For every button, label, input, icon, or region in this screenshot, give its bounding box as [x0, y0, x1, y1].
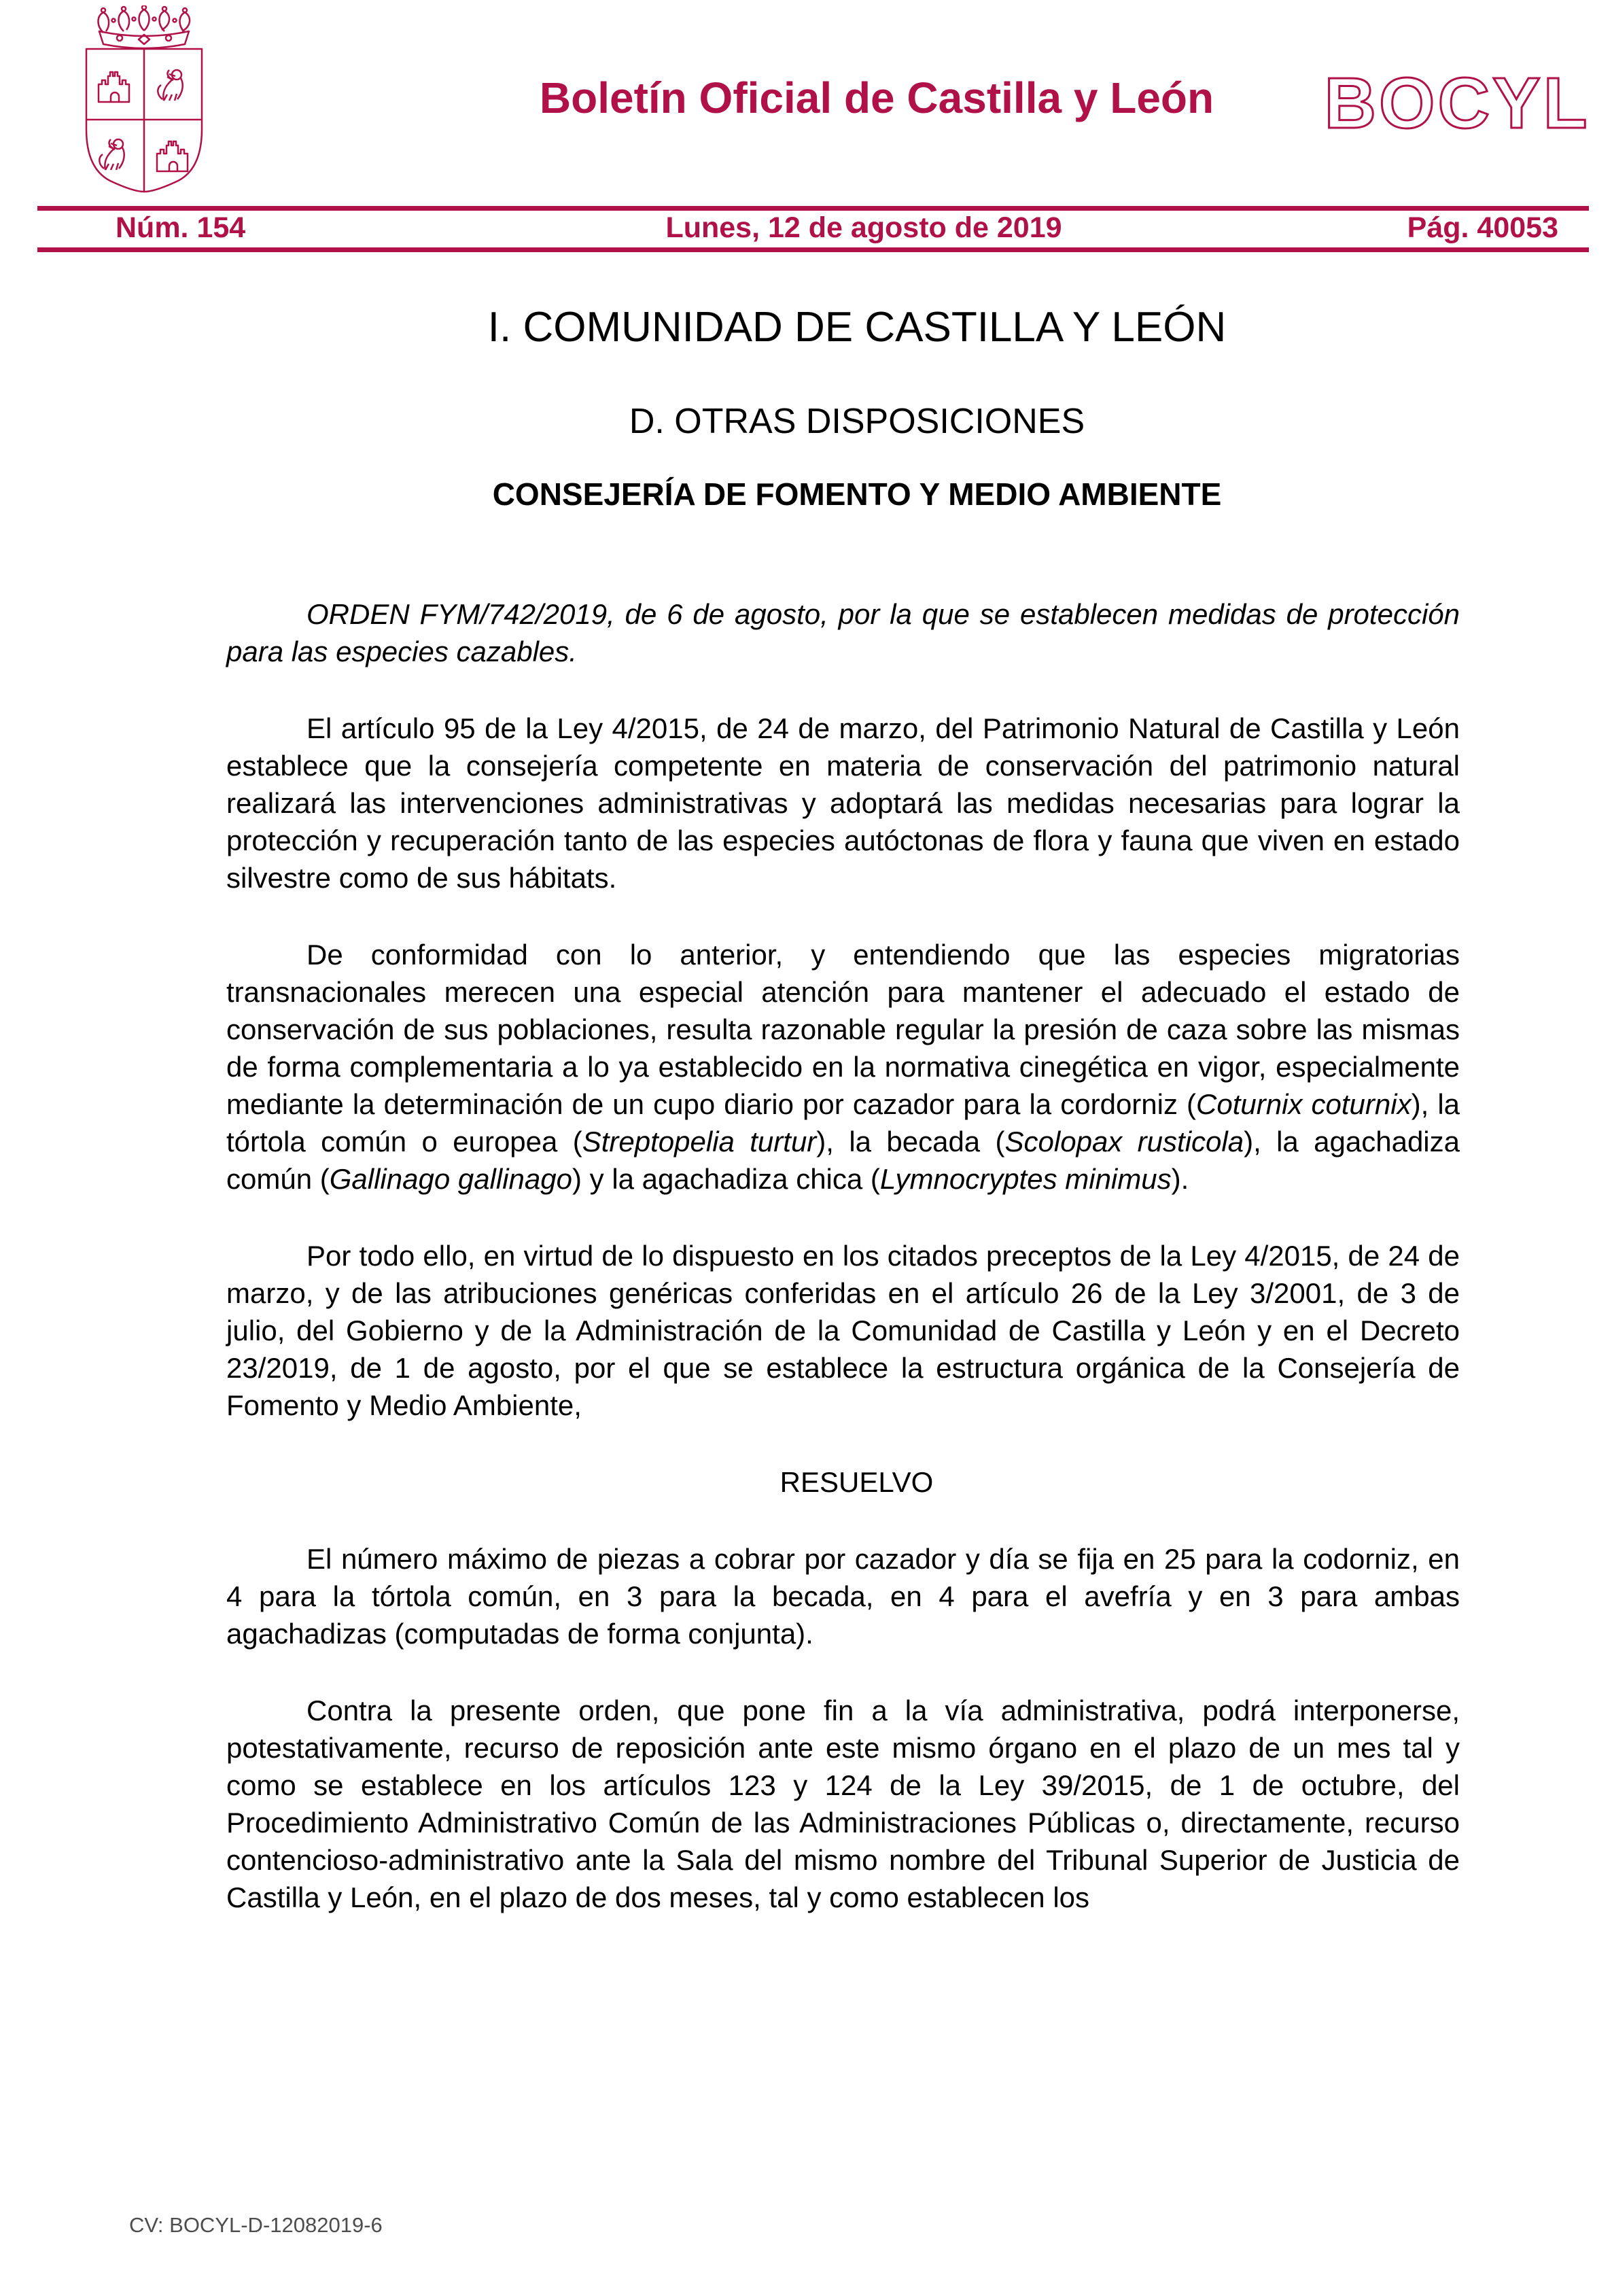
header-rule-top — [37, 206, 1589, 211]
coat-of-arms-icon — [76, 5, 212, 196]
paragraph-2: De conformidad con lo anterior, y entendiendo que las especies migratorias transnacionales merecen una especial atención para mantener el adecuado el estado de conservación de sus poblaciones, resulta razonable regular la presión de caza sobre las mismas de forma complementaria a lo ya establecido en la normativa cinegética en vigor, especialmente mediante la determinación de un cupo diario por cazador para la cordorniz (Coturnix coturnix), la tórtola común o europea (Streptopelia turtur), la becada (Scolopax rusticola), la agachadiza común (Gallinago gallinago) y la agachadiza chica (Lymnocryptes minimus). — [226, 939, 1460, 1195]
verification-code: CV: BOCYL-D-12082019-6 — [129, 2213, 383, 2237]
resuelvo-heading: RESUELVO — [779, 1466, 934, 1498]
paragraph-1: El artículo 95 de la Ley 4/2015, de 24 de marzo, del Patrimonio Natural de Castilla y León establece que la consejería competente en materia de conservación del patrimonio natural realizará las intervenciones administrativas y adoptará las medidas necesarias para lograr la protección y recuperación tanto de las especies autóctonas de flora y fauna que viven en estado silvestre como de sus hábitats. — [226, 712, 1460, 894]
paragraph-4: El número máximo de piezas a cobrar por cazador y día se fija en 25 para la codorniz, en 4 para la tórtola común, en 3 para la becada, en 4 para el avefría y en 3 para ambas agachadizas (computadas de forma conjunta). — [226, 1543, 1460, 1650]
order-title: ORDEN FYM/742/2019, de 6 de agosto, por la que se establecen medidas de protección para las especies cazables. — [226, 598, 1460, 667]
paragraph-5: Contra la presente orden, que pone fin a la vía administrativa, podrá interponerse, potestativamente, recurso de reposición ante este mismo órgano en el plazo de un mes tal y como se establece en los artículos 123 y 124 de la Ley 39/2015, de 1 de octubre, del Procedimiento Administrativo Común de las Administraciones Públicas o, directamente, recurso contencioso-administrativo ante la Sala del mismo nombre del Tribunal Superior de Justicia de Castilla y León, en el plazo de dos meses, tal y como establecen los — [226, 1694, 1460, 1913]
masthead-title: Boletín Oficial de Castilla y León — [539, 73, 1214, 122]
paragraph-3: Por todo ello, en virtud de lo dispuesto en los citados preceptos de la Ley 4/2015, de 24 de marzo, y de las atribuciones genéricas conferidas en el artículo 26 de la Ley 3/2001, de 3 de julio, del Gobierno y de la Administración de la Comunidad de Castilla y León y en el Decreto 23/2019, de 1 de agosto, por el que se establece la estructura orgánica de la Consejería de Fomento y Medio Ambiente, — [226, 1240, 1460, 1421]
section-heading: I. COMUNIDAD DE CASTILLA Y LEÓN — [487, 304, 1227, 351]
department-heading: CONSEJERÍA DE FOMENTO Y MEDIO AMBIENTE — [492, 476, 1222, 512]
bocyl-logo: BOCYL — [1324, 63, 1590, 143]
subsection-heading: D. OTRAS DISPOSICIONES — [629, 402, 1085, 441]
document-body — [226, 595, 1460, 1955]
header-rule-bottom — [37, 247, 1589, 252]
issue-number: Núm. 154 — [116, 211, 246, 244]
issue-date: Lunes, 12 de agosto de 2019 — [665, 211, 1062, 244]
page-number: Pág. 40053 — [1407, 211, 1558, 244]
